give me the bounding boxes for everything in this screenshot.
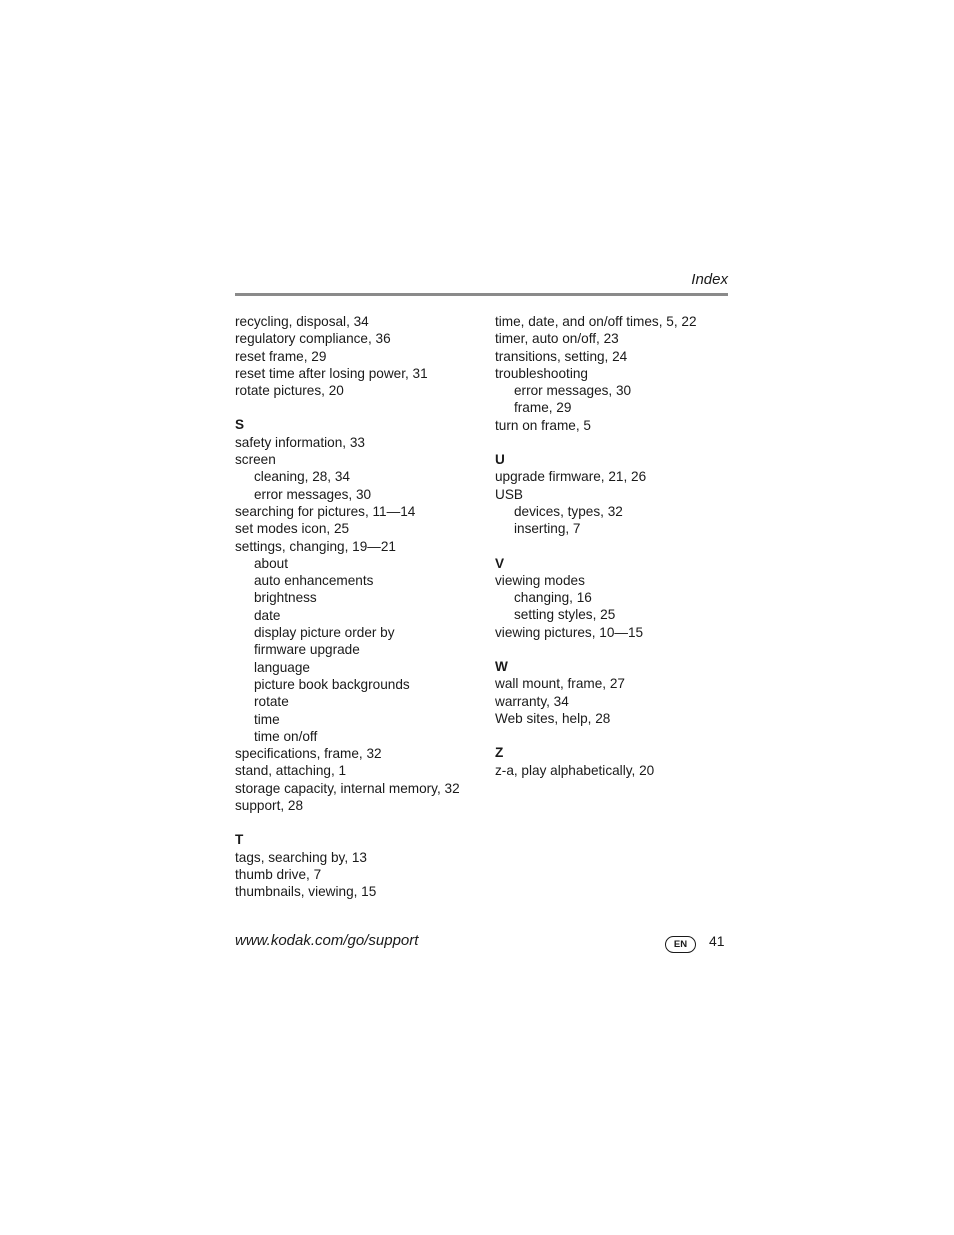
footer-url: www.kodak.com/go/support [235, 932, 419, 949]
index-entry: time, date, and on/off times, 5, 22 [495, 314, 697, 329]
index-entry: wall mount, frame, 27 [495, 676, 625, 692]
index-letter-heading: W [495, 659, 508, 675]
index-entry: settings, changing, 19—21 [235, 538, 396, 554]
index-entry: searching for pictures, 11—14 [235, 503, 416, 519]
index-entry: Web sites, help, 28 [495, 710, 611, 726]
index-letter-heading: T [235, 832, 244, 848]
index-letter-heading: V [495, 555, 505, 571]
index-subentry: date [254, 607, 281, 623]
index-subentry: auto enhancements [254, 573, 374, 589]
index-entry: reset frame, 29 [235, 348, 327, 364]
index-subentry: about [254, 555, 289, 571]
index-entry: storage capacity, internal memory, 32 [235, 780, 460, 796]
index-entry: stand, attaching, 1 [235, 763, 347, 779]
index-letter-heading: Z [495, 745, 504, 761]
index-entry: reset time after losing power, 31 [235, 365, 428, 381]
index-subentry: rotate [254, 694, 289, 710]
index-subentry: frame, 29 [514, 400, 572, 416]
index-subentry: error messages, 30 [514, 383, 632, 399]
index-subentry: inserting, 7 [514, 521, 581, 537]
running-head: Index [691, 271, 728, 288]
index-entry: transitions, setting, 24 [495, 348, 628, 364]
index-entry: thumb drive, 7 [235, 866, 322, 882]
index-column-left [235, 313, 485, 901]
index-entry: tags, searching by, 13 [235, 849, 367, 865]
index-entry: support, 28 [235, 798, 304, 814]
index-entry: recycling, disposal, 34 [235, 314, 369, 329]
index-entry: rotate pictures, 20 [235, 383, 344, 399]
index-column-right [495, 313, 745, 779]
index-entry: upgrade firmware, 21, 26 [495, 469, 647, 485]
index-entry: safety information, 33 [235, 434, 365, 450]
index-entry: regulatory compliance, 36 [235, 331, 391, 347]
index-entry: viewing modes [495, 572, 585, 588]
language-badge: EN [665, 936, 696, 953]
index-entry: z-a, play alphabetically, 20 [495, 762, 655, 778]
index-entry: screen [235, 452, 276, 468]
index-subentry: error messages, 30 [254, 486, 372, 502]
index-letter-heading: U [495, 452, 505, 468]
index-subentry: brightness [254, 590, 317, 606]
page-number: 41 [709, 933, 725, 949]
index-subentry: setting styles, 25 [514, 607, 616, 623]
index-letter-heading: S [235, 417, 245, 433]
index-entry: turn on frame, 5 [495, 417, 591, 433]
index-entry: warranty, 34 [495, 693, 569, 709]
index-entry: timer, auto on/off, 23 [495, 331, 619, 347]
index-entry: viewing pictures, 10—15 [495, 624, 644, 640]
index-subentry: cleaning, 28, 34 [254, 469, 350, 485]
index-subentry: firmware upgrade [254, 642, 360, 658]
index-entry: specifications, frame, 32 [235, 746, 382, 762]
index-entry: set modes icon, 25 [235, 521, 350, 537]
index-subentry: display picture order by [254, 625, 395, 641]
index-subentry: devices, types, 32 [514, 503, 623, 519]
index-subentry: time [254, 711, 280, 727]
index-subentry: time on/off [254, 728, 318, 744]
index-entry: troubleshooting [495, 365, 588, 381]
index-entry: thumbnails, viewing, 15 [235, 884, 377, 900]
index-entry: USB [495, 486, 523, 502]
header-rule [235, 293, 728, 296]
index-subentry: picture book backgrounds [254, 676, 410, 692]
index-subentry: changing, 16 [514, 590, 592, 606]
index-subentry: language [254, 659, 310, 675]
